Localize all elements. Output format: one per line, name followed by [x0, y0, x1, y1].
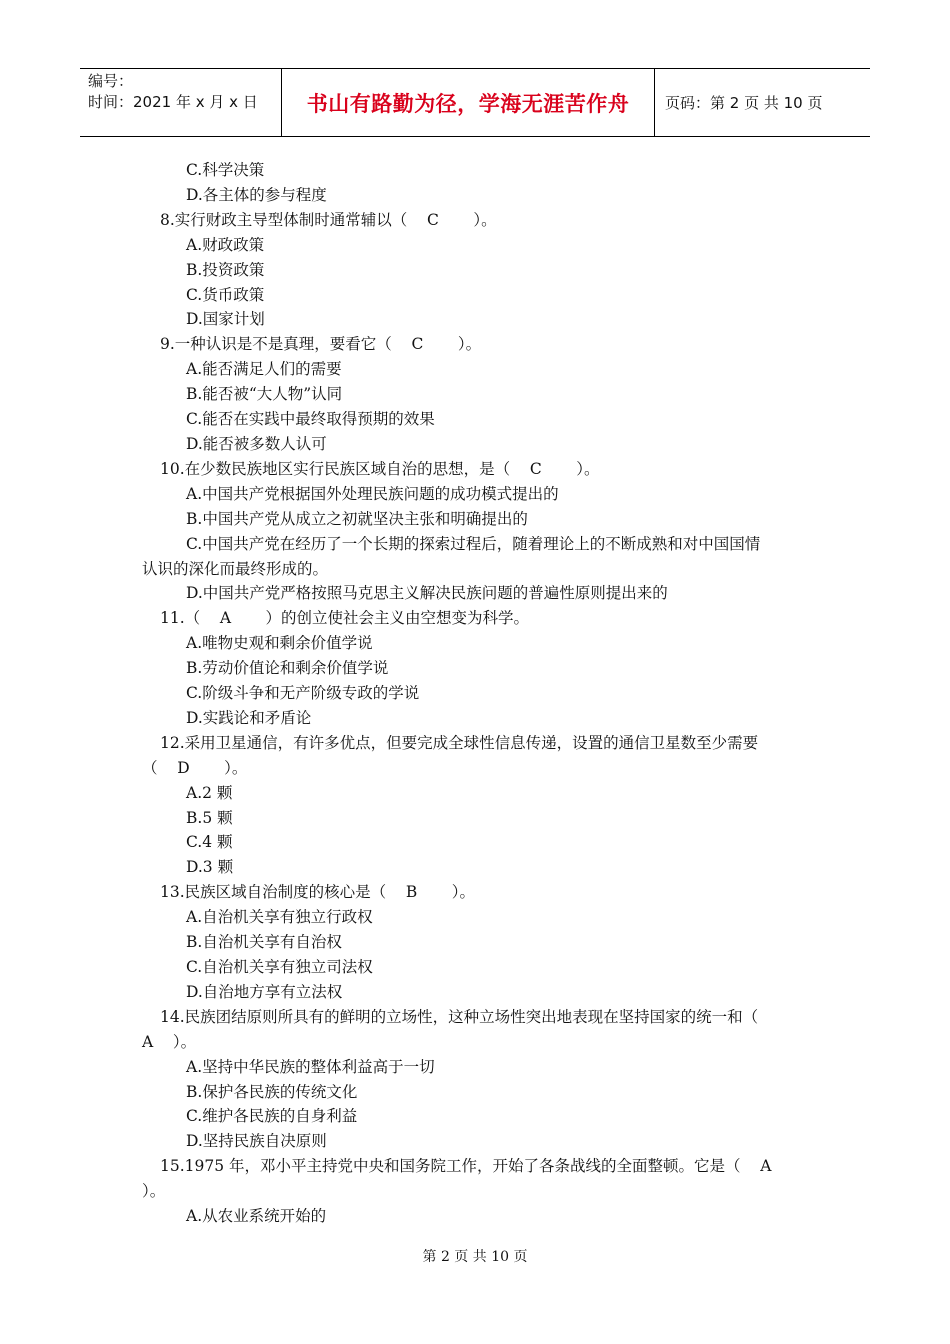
answer-option: A.唯物史观和剩余价值学说: [186, 634, 373, 653]
answer-option: B.劳动价值论和剩余价值学说: [186, 659, 389, 678]
answer-option: B.5 颗: [186, 808, 233, 827]
answer-option: B.保护各民族的传统文化: [186, 1082, 358, 1101]
answer-option: A.财政政策: [186, 235, 265, 254]
answer-option: D.坚持民族自决原则: [186, 1132, 327, 1151]
answer-option: C.科学决策: [186, 161, 265, 179]
text-continuation: 认识的深化而最终形成的。: [142, 559, 329, 578]
answer-option: C.阶级斗争和无产阶级专政的学说: [186, 684, 420, 703]
answer-option: A.从农业系统开始的: [186, 1207, 327, 1226]
question-stem: 12.采用卫星通信，有许多优点，但要完成全球性信息传递，设置的通信卫星数至少需要: [160, 733, 759, 752]
answer-option: C.自治机关享有独立司法权: [186, 958, 373, 976]
answer-option: A.坚持中华民族的整体利益高于一切: [186, 1057, 435, 1076]
answer-option: A.2 颗: [186, 783, 233, 802]
answer-option: D.3 颗: [186, 858, 234, 877]
answer-option: A.自治机关享有独立行政权: [186, 908, 373, 927]
answer-option: D.各主体的参与程度: [186, 185, 327, 204]
answer-option: B.能否被“大人物”认同: [186, 385, 343, 404]
answer-option: D.能否被多数人认可: [186, 434, 327, 453]
header-motto: 书山有路勤为径，学海无涯苦作舟: [306, 91, 630, 116]
question-stem: 10.在少数民族地区实行民族区域自治的思想，是（ C ）。: [160, 459, 600, 478]
question-stem: 8.实行财政主导型体制时通常辅以（ C ）。: [160, 210, 497, 229]
question-stem: 9.一种认识是不是真理，要看它（ C ）。: [160, 335, 482, 354]
answer-option: B.投资政策: [186, 260, 265, 279]
header-motto-cell: [282, 69, 655, 136]
answer-option: C.货币政策: [186, 285, 265, 304]
answer-option: C.能否在实践中最终取得预期的效果: [186, 410, 435, 429]
answer-option: B.中国共产党从成立之初就坚决主张和明确提出的: [186, 509, 528, 528]
answer-option: C.4 颗: [186, 833, 233, 852]
text-continuation: （ D ）。: [142, 758, 248, 777]
question-stem: 11.（ A ）的创立使社会主义由空想变为科学。: [160, 609, 530, 628]
header-page-number: 页码：第 2 页 共 10 页: [665, 94, 823, 112]
text-continuation: ）。: [142, 1182, 166, 1201]
page-footer: 第 2 页 共 10 页: [422, 1249, 528, 1265]
answer-option: C.维护各民族的自身利益: [186, 1107, 358, 1126]
question-stem: 15.1975 年，邓小平主持党中央和国务院工作，开始了各条战线的全面整顿。它是（ A: [160, 1157, 772, 1176]
question-list: [142, 158, 812, 1229]
header-meta: [80, 69, 282, 136]
answer-option: A.中国共产党根据国外处理民族问题的成功模式提出的: [186, 484, 559, 503]
document-number-label: 编号：: [88, 72, 134, 90]
document-time-label: 时间：2021 年 x 月 x 日: [88, 93, 258, 111]
answer-option: D.国家计划: [186, 310, 265, 329]
question-stem: 14.民族团结原则所具有的鲜明的立场性，这种立场性突出地表现在坚持国家的统一和（: [160, 1007, 759, 1026]
answer-option: D.实践论和矛盾论: [186, 708, 312, 727]
answer-option: D.自治地方享有立法权: [186, 982, 343, 1001]
page-header: [80, 68, 870, 137]
text-continuation: A ）。: [142, 1032, 197, 1051]
question-stem: 13.民族区域自治制度的核心是（ B ）。: [160, 883, 475, 902]
answer-option: A.能否满足人们的需要: [186, 360, 342, 379]
answer-option: C.中国共产党在经历了一个长期的探索过程后，随着理论上的不断成熟和对中国国情: [186, 534, 761, 553]
answer-option: B.自治机关享有自治权: [186, 933, 342, 952]
answer-option: D.中国共产党严格按照马克思主义解决民族问题的普遍性原则提出来的: [186, 584, 668, 603]
header-page-cell: [655, 69, 870, 136]
